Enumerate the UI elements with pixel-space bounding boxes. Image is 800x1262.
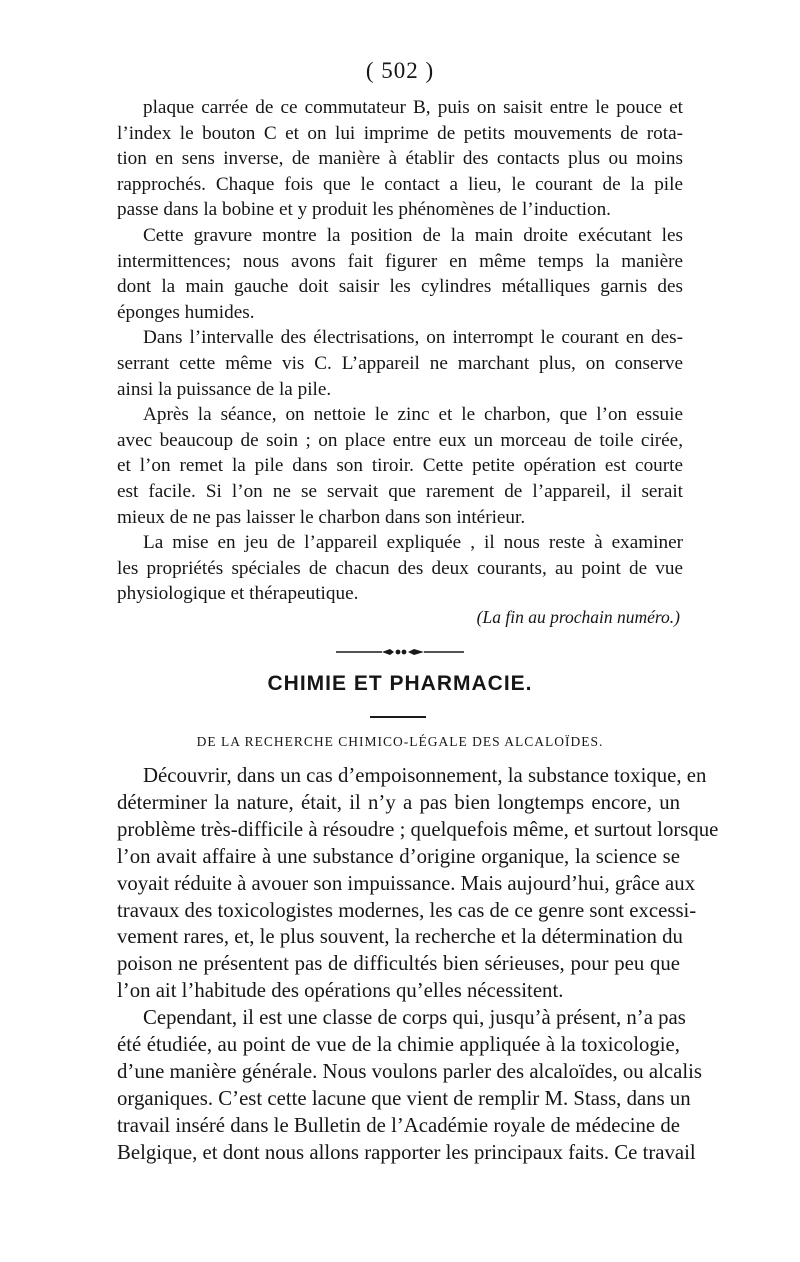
- text-line: l’on avait affaire à une substance d’origine organique, la science se: [117, 844, 680, 868]
- text-line: l’index le bouton C et on lui imprime de petits mouvements de rota-: [117, 122, 683, 144]
- text-line: tion en sens inverse, de manière à établir des contacts plus ou moins: [117, 148, 683, 170]
- text-line: serrant cette même vis C. L’appareil ne marchant plus, on conserve: [117, 352, 683, 374]
- text-line: organiques. C’est cette lacune que vient de remplir M. Stass, dans un: [117, 1086, 691, 1110]
- body-text-top: [117, 95, 683, 607]
- paragraph: [117, 95, 683, 223]
- text-line: problème très-difficile à résoudre ; quelquefois même, et surtout lorsque: [117, 817, 719, 841]
- section-title: CHIMIE ET PHARMACIE.: [267, 672, 533, 695]
- text-line: La mise en jeu de l’appareil expliquée , il nous reste à examiner: [143, 532, 683, 554]
- paragraph: [117, 530, 683, 607]
- text-line: travail inséré dans le Bulletin de l’Académie royale de médecine de: [117, 1113, 680, 1137]
- text-line: est facile. Si l’on ne se servait que rarement de l’appareil, il serait: [117, 480, 683, 502]
- article-title: DE LA RECHERCHE CHIMICO-LÉGALE DES ALCALOÏDES.: [196, 734, 604, 749]
- text-line: voyait réduite à avouer son impuissance. Mais aujourd’hui, grâce aux: [117, 871, 696, 895]
- text-line: physiologique et thérapeutique.: [117, 583, 359, 605]
- text-line: éponges humides.: [117, 301, 255, 323]
- text-line: Cependant, il est une classe de corps qui, jusqu’à présent, n’a pas: [143, 1006, 686, 1030]
- text-line: Découvrir, dans un cas d’empoisonnement, la substance toxique, en: [143, 764, 707, 787]
- text-line: été étudiée, au point de vue de la chimie appliquée à la toxicologie,: [117, 1033, 680, 1057]
- text-line: travaux des toxicologistes modernes, les cas de ce genre sont excessi-: [117, 898, 697, 922]
- paragraph: [117, 325, 683, 402]
- text-line: d’une manière générale. Nous voulons parler des alcaloïdes, ou alcalis: [117, 1059, 702, 1083]
- text-line: intermittences; nous avons fait figurer en même temps la manière: [117, 250, 683, 272]
- text-line: déterminer la nature, était, il n’y a pas bien longtemps encore, un: [117, 790, 680, 814]
- text-line: plaque carrée de ce commutateur B, puis on saisit entre le pouce et: [143, 97, 683, 118]
- text-line: dont la main gauche doit saisir les cylindres métalliques garnis des: [117, 276, 683, 298]
- text-line: l’on ait l’habitude des opérations qu’elles nécessitent.: [117, 979, 564, 1003]
- page-number: ( 502 ): [365, 58, 435, 83]
- text-line: avec beaucoup de soin ; on place entre eux un morceau de toile cirée,: [117, 429, 683, 451]
- paragraph: [117, 223, 683, 325]
- text-line: vement rares, et, le plus souvent, la recherche et la détermination du: [117, 925, 683, 949]
- section-rule: [370, 716, 426, 718]
- paragraph: [117, 763, 719, 1005]
- text-line: les propriétés spéciales de chacun des deux courants, au point de vue: [117, 557, 683, 579]
- ornament-divider: [334, 645, 466, 659]
- text-line: Belgique, et dont nous allons rapporter les principaux faits. Ce travail: [117, 1140, 696, 1164]
- body-text-bottom: [117, 763, 719, 1167]
- text-line: passe dans la bobine et y produit les phénomènes de l’induction.: [117, 199, 611, 221]
- text-line: et l’on remet la pile dans son tiroir. Cette petite opération est courte: [117, 455, 683, 477]
- paragraph: [117, 402, 683, 530]
- text-line: mieux de ne pas laisser le charbon dans son intérieur.: [117, 506, 526, 528]
- text-line: Dans l’intervalle des électrisations, on interrompt le courant en des-: [143, 327, 683, 349]
- text-line: ainsi la puissance de la pile.: [117, 378, 332, 400]
- text-line: rapprochés. Chaque fois que le contact a lieu, le courant de la pile: [117, 173, 683, 195]
- to-be-continued-note: (La fin au prochain numéro.): [476, 607, 680, 627]
- text-line: Après la séance, on nettoie le zinc et le charbon, que l’on essuie: [143, 404, 683, 426]
- text-line: Cette gravure montre la position de la main droite exécutant les: [143, 224, 683, 246]
- text-line: poison ne présentent pas de difficultés bien sérieuses, pour peu que: [117, 952, 680, 976]
- paragraph: [117, 1005, 702, 1166]
